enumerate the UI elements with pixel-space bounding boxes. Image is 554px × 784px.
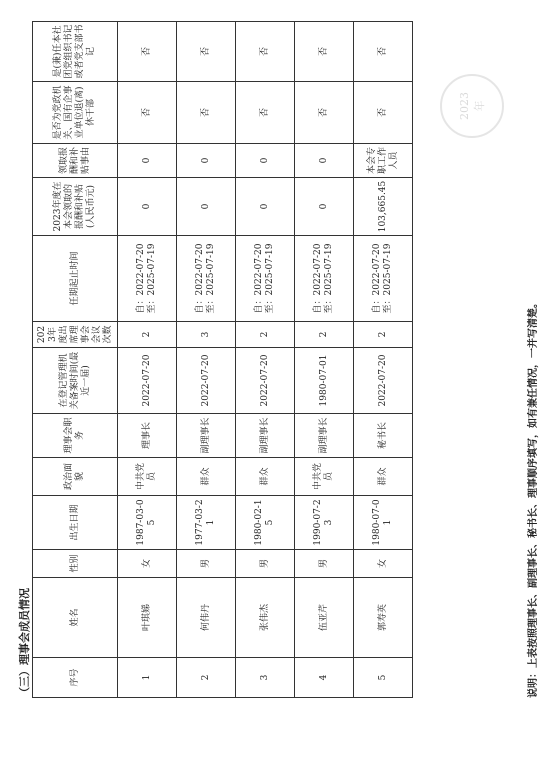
cell-no: 4 (295, 658, 354, 698)
header-filing-date: 在登记管理机关备案时间(最近一届) (33, 348, 118, 414)
cell-name: 叶琪娣 (118, 578, 177, 658)
footnote: 说明：上表按照理事长、副理事长、秘书长、理事顺序填写，如有兼任情况，一并写清楚。 (528, 298, 539, 698)
cell-term: 自：2022-07-20 至：2025-07-19 (354, 236, 413, 322)
cell-civil-servant: 否 (295, 82, 354, 144)
table-row (354, 22, 413, 698)
cell-civil-servant: 否 (354, 82, 413, 144)
table-row (177, 22, 236, 698)
header-comp-type: 领取报酬和补贴事由 (33, 144, 118, 178)
header-position: 理事会职务 (33, 414, 118, 458)
cell-no: 3 (236, 658, 295, 698)
cell-civil-servant: 否 (118, 82, 177, 144)
watermark-year: 2023 (457, 92, 471, 120)
section-title: （三）理事会成员情况 (18, 588, 31, 698)
cell-term: 自：2022-07-20 至：2025-07-19 (118, 236, 177, 322)
cell-filing-date: 2022-07-20 (118, 348, 177, 414)
cell-name: 张伟杰 (236, 578, 295, 658)
cell-compensation: 103,665.45 (354, 178, 413, 236)
cell-political: 中共党员 (118, 458, 177, 496)
cell-term: 自：2022-07-20 至：2025-07-19 (236, 236, 295, 322)
cell-name: 伍亚芹 (295, 578, 354, 658)
cell-gender: 男 (177, 550, 236, 578)
council-members-table (32, 21, 413, 698)
cell-gender: 男 (295, 550, 354, 578)
cell-name: 郭寿英 (354, 578, 413, 658)
table-row (295, 22, 354, 698)
cell-position: 理事长 (118, 414, 177, 458)
cell-comp-type: 0 (177, 144, 236, 178)
header-org-role: 是(兼)任本社团党组织书记或者党支部书记 (33, 22, 118, 82)
header-row (33, 22, 118, 698)
watermark-suffix: 年 (472, 100, 486, 112)
cell-org-role: 否 (354, 22, 413, 82)
cell-org-role: 否 (177, 22, 236, 82)
cell-birth: 1980-02-15 (236, 496, 295, 550)
cell-comp-type: 0 (118, 144, 177, 178)
cell-no: 5 (354, 658, 413, 698)
cell-meetings: 2 (295, 322, 354, 348)
cell-birth: 1987-03-05 (118, 496, 177, 550)
header-gender: 性别 (33, 550, 118, 578)
cell-meetings: 3 (177, 322, 236, 348)
cell-political: 中共党员 (295, 458, 354, 496)
cell-term: 自：2022-07-20 至：2025-07-19 (177, 236, 236, 322)
cell-position: 副理事长 (177, 414, 236, 458)
cell-civil-servant: 否 (177, 82, 236, 144)
cell-filing-date: 2022-07-20 (177, 348, 236, 414)
header-term: 任期起止时间 (33, 236, 118, 322)
cell-compensation: 0 (236, 178, 295, 236)
header-birth: 出生日期 (33, 496, 118, 550)
header-meetings: 2023年度出席理事会会议次数 (33, 322, 118, 348)
table-row (118, 22, 177, 698)
cell-org-role: 否 (295, 22, 354, 82)
cell-position: 副理事长 (236, 414, 295, 458)
cell-gender: 女 (354, 550, 413, 578)
cell-compensation: 0 (295, 178, 354, 236)
cell-compensation: 0 (177, 178, 236, 236)
cell-filing-date: 1980-07-01 (295, 348, 354, 414)
cell-comp-type: 本会专职工作人员 (354, 144, 413, 178)
watermark-seal (440, 74, 504, 138)
cell-birth: 1990-07-23 (295, 496, 354, 550)
cell-term: 自：2022-07-20 至：2025-07-19 (295, 236, 354, 322)
header-civil-servant: 是否为党政机关、国有企事业单位退(离)休干部 (33, 82, 118, 144)
cell-position: 副理事长 (295, 414, 354, 458)
cell-no: 2 (177, 658, 236, 698)
cell-political: 群众 (177, 458, 236, 496)
cell-political: 群众 (354, 458, 413, 496)
header-name: 姓名 (33, 578, 118, 658)
cell-meetings: 2 (236, 322, 295, 348)
header-compensation: 2023年度在本会领取的报酬和补贴(人民币元) (33, 178, 118, 236)
table-row (236, 22, 295, 698)
cell-comp-type: 0 (236, 144, 295, 178)
cell-meetings: 2 (118, 322, 177, 348)
cell-position: 秘书长 (354, 414, 413, 458)
header-no: 序号 (33, 658, 118, 698)
header-political: 政治面貌 (33, 458, 118, 496)
cell-birth: 1977-03-21 (177, 496, 236, 550)
cell-name: 何伟丹 (177, 578, 236, 658)
cell-gender: 男 (236, 550, 295, 578)
cell-birth: 1980-07-01 (354, 496, 413, 550)
cell-comp-type: 0 (295, 144, 354, 178)
cell-civil-servant: 否 (236, 82, 295, 144)
cell-gender: 女 (118, 550, 177, 578)
cell-no: 1 (118, 658, 177, 698)
cell-political: 群众 (236, 458, 295, 496)
cell-filing-date: 2022-07-20 (354, 348, 413, 414)
cell-org-role: 否 (118, 22, 177, 82)
cell-meetings: 2 (354, 322, 413, 348)
cell-org-role: 否 (236, 22, 295, 82)
cell-filing-date: 2022-07-20 (236, 348, 295, 414)
cell-compensation: 0 (118, 178, 177, 236)
